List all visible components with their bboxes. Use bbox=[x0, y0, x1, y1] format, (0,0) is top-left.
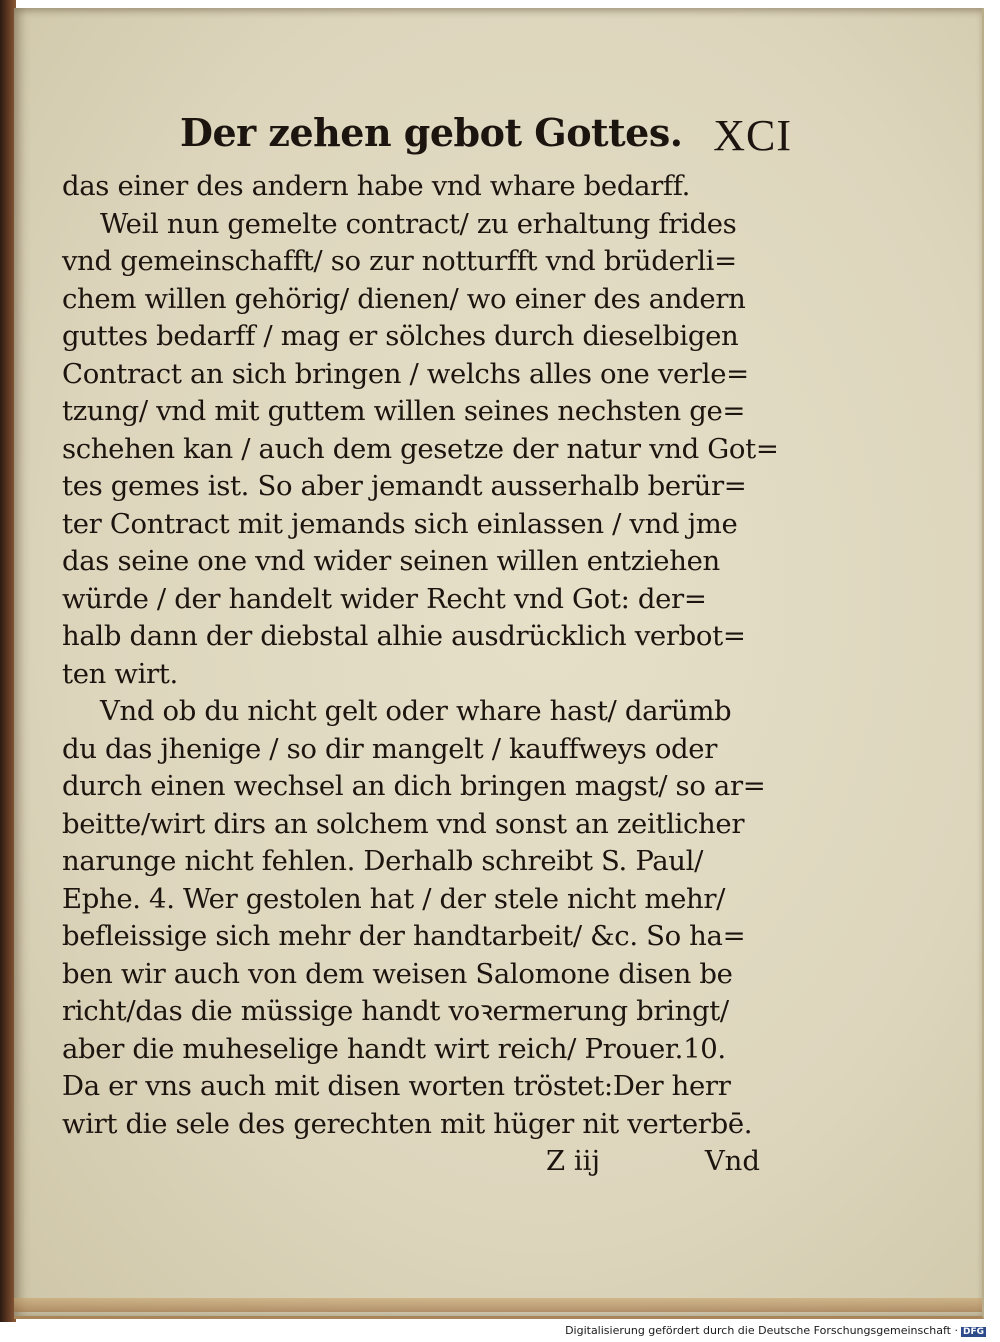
body-text bbox=[62, 168, 782, 1143]
catch-line bbox=[62, 1145, 782, 1185]
text-line: beitte/wirt dirs an solchem vnd sonst an zeitlicher bbox=[62, 807, 745, 840]
credit-text: Digitalisierung gefördert durch die Deutsche Forschungsgemeinschaft · bbox=[565, 1324, 958, 1337]
dfg-logo: DFG bbox=[962, 1327, 984, 1337]
text-line: tes gemes ist. So aber jemandt ausserhalb berür= bbox=[62, 470, 747, 502]
text-line: wirt die sele des gerechten mit hüger nit verterbē. bbox=[62, 1107, 753, 1140]
text-line: vnd gemeinschafft/ so zur notturfft vnd brüderli= bbox=[62, 245, 737, 277]
text-line: ten wirt. bbox=[62, 657, 178, 690]
running-head-title: Der zehen gebot Gottes. bbox=[180, 110, 683, 155]
page-bottom-edge bbox=[14, 1298, 982, 1312]
text-line: Da er vns auch mit disen worten tröstet:Der herr bbox=[62, 1070, 731, 1102]
text-line: du das jhenige / so dir mangelt / kauffweys oder bbox=[62, 732, 718, 765]
text-line: das einer des andern habe vnd whare bedarff. bbox=[62, 170, 690, 202]
text-line: halb dann der diebstal alhie ausdrücklich verbot= bbox=[62, 620, 746, 652]
catchword: Vnd bbox=[704, 1145, 760, 1177]
running-head bbox=[62, 110, 792, 162]
text-line: tzung/ vnd mit guttem willen seines nechsten ge= bbox=[62, 395, 746, 427]
text-line: Weil nun gemelte contract/ zu erhaltung frides bbox=[100, 207, 737, 240]
text-line: narunge nicht fehlen. Derhalb schreibt S. Paul/ bbox=[62, 845, 704, 877]
text-line: schehen kan / auch dem gesetze der natur vnd Got= bbox=[62, 432, 779, 465]
text-line: guttes bedarff / mag er sölches durch dieselbigen bbox=[62, 320, 739, 352]
text-line: durch einen wechsel an dich bringen magst/ so ar= bbox=[62, 770, 766, 802]
folio-number: XCI bbox=[713, 111, 792, 160]
text-line: befleissige sich mehr der handtarbeit/ &c. So ha= bbox=[62, 920, 746, 952]
text-block bbox=[62, 110, 792, 1185]
text-line: ter Contract mit jemands sich einlassen / vnd jme bbox=[62, 507, 738, 540]
text-line: Contract an sich bringen / welchs alles one verle= bbox=[62, 357, 749, 390]
text-line: richt/das die müssige handt voꝛermerung bringt/ bbox=[62, 995, 729, 1027]
text-line: das seine one vnd wider seinen willen entziehen bbox=[62, 545, 720, 577]
text-line: ben wir auch von dem weisen Salomone disen be bbox=[62, 957, 733, 990]
text-line: würde / der handelt wider Recht vnd Got: der= bbox=[62, 582, 707, 615]
signature-mark: Z iij bbox=[546, 1145, 600, 1177]
text-line: Vnd ob du nicht gelt oder whare hast/ darümb bbox=[100, 695, 732, 727]
text-line: chem willen gehörig/ dienen/ wo einer des andern bbox=[62, 282, 746, 315]
text-line: Ephe. 4. Wer gestolen hat / der stele nicht mehr/ bbox=[62, 882, 726, 915]
text-line: aber die muheselige handt wirt reich/ Prouer.10. bbox=[62, 1032, 726, 1065]
digitization-credit bbox=[565, 1324, 986, 1337]
